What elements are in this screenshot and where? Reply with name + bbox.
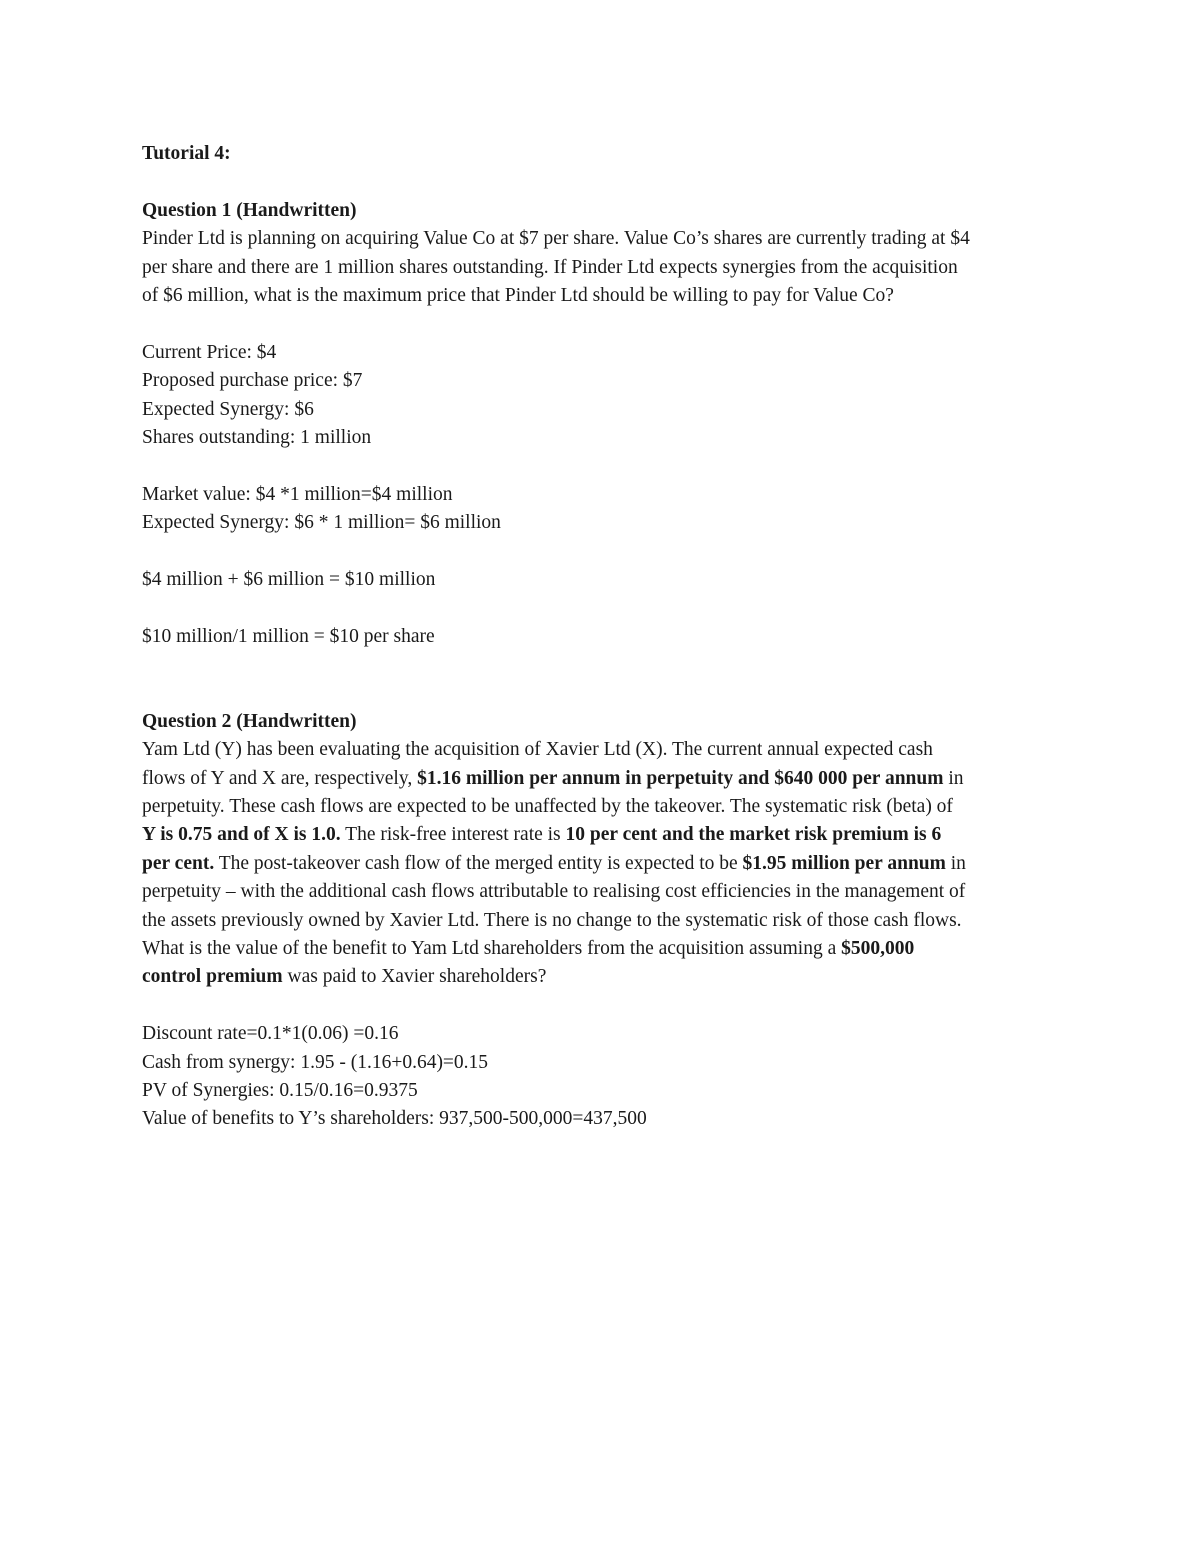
q2-bold-text: control premium — [142, 966, 283, 988]
spacer — [142, 537, 1072, 565]
answer-cash-from-synergy: Cash from synergy: 1.95 - (1.16+0.64)=0.15 — [142, 1051, 489, 1073]
spacer — [142, 452, 1072, 480]
q2-bold-text: Y is 0.75 and of X is 1.0. — [142, 824, 341, 846]
question-2-heading: Question 2 (Handwritten) — [142, 710, 357, 732]
question-2-body-line: the assets previously owned by Xavier Ltd. There is no change to the systematic risk of those cash flows. — [142, 909, 962, 931]
given-current-price: Current Price: $4 — [142, 341, 277, 363]
q2-bold-text: per cent. — [142, 852, 215, 874]
question-1-body-line: of $6 million, what is the maximum price that Pinder Ltd should be willing to pay for Value Co? — [142, 284, 894, 306]
q2-text: What is the value of the benefit to Yam Ltd shareholders from the acquisition assuming a — [142, 937, 842, 959]
question-1-heading: Question 1 (Handwritten) — [142, 199, 357, 221]
spacer — [142, 594, 1072, 622]
question-2-body-line — [142, 850, 1072, 878]
calc-expected-synergy: Expected Synergy: $6 * 1 million= $6 million — [142, 512, 501, 534]
calc-market-value: Market value: $4 *1 million=$4 million — [142, 483, 453, 505]
q2-bold-text: $1.16 million per annum in perpetuity and $640 000 per annum — [417, 767, 944, 789]
q2-text: in — [945, 852, 966, 874]
question-1-body-line: Pinder Ltd is planning on acquiring Value Co at $7 per share. Value Co’s shares are currently trading at $4 — [142, 228, 970, 250]
q2-text: The risk-free interest rate is — [340, 824, 566, 846]
q2-bold-text: 10 per cent and the market risk premium is 6 — [565, 824, 942, 846]
question-1-body-line: per share and there are 1 million shares outstanding. If Pinder Ltd expects synergies from the acquisition — [142, 256, 958, 278]
given-purchase-price: Proposed purchase price: $7 — [142, 370, 363, 392]
given-shares-outstanding: Shares outstanding: 1 million — [142, 426, 372, 448]
spacer — [142, 679, 1072, 707]
answer-discount-rate: Discount rate=0.1*1(0.06) =0.16 — [142, 1023, 399, 1045]
q2-text: in — [943, 767, 964, 789]
q2-text: The post-takeover cash flow of the merged entity is expected to be — [214, 852, 743, 874]
given-expected-synergy: Expected Synergy: $6 — [142, 398, 314, 420]
spacer — [142, 168, 1072, 196]
question-2-body-line: perpetuity – with the additional cash flows attributable to realising cost efficiencies in the management of — [142, 881, 966, 903]
question-2-body-line — [142, 935, 1072, 963]
calc-per-share: $10 million/1 million = $10 per share — [142, 625, 435, 647]
question-2-body-line — [142, 963, 1072, 991]
spacer — [142, 992, 1072, 1020]
question-2-body-line — [142, 765, 1072, 793]
question-2-body-line: perpetuity. These cash flows are expected to be unaffected by the takeover. The systematic risk (beta) of — [142, 795, 953, 817]
question-2-body-line — [142, 821, 1072, 849]
q2-bold-text: $1.95 million per annum — [742, 852, 946, 874]
q2-text: flows of Y and X are, respectively, — [142, 767, 418, 789]
tutorial-title: Tutorial 4: — [142, 143, 231, 164]
spacer — [142, 310, 1072, 338]
spacer — [142, 651, 1072, 679]
answer-pv-synergies: PV of Synergies: 0.15/0.16=0.9375 — [142, 1079, 418, 1101]
calc-total: $4 million + $6 million = $10 million — [142, 568, 436, 590]
question-2-body-line: Yam Ltd (Y) has been evaluating the acquisition of Xavier Ltd (X). The current annual expected cash — [142, 739, 933, 761]
q2-bold-text: $500,000 — [841, 937, 915, 959]
answer-value-of-benefits: Value of benefits to Y’s shareholders: 937,500-500,000=437,500 — [142, 1108, 647, 1130]
document-page — [142, 140, 1072, 1134]
q2-text: was paid to Xavier shareholders? — [282, 966, 547, 988]
